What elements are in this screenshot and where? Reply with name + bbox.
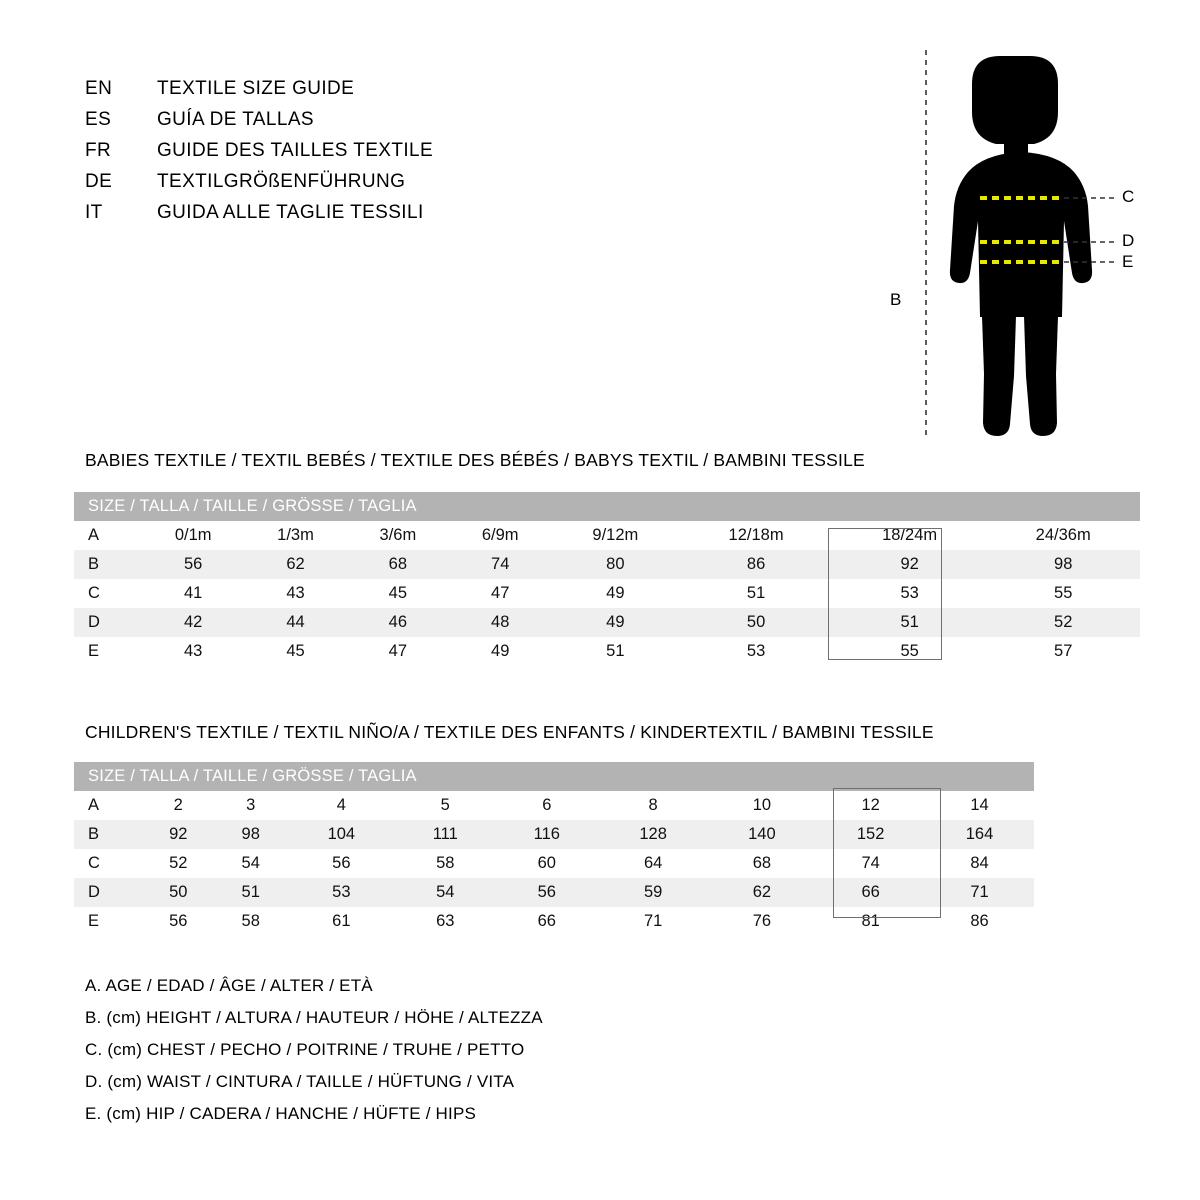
cell: 12 [816, 791, 925, 820]
cell: 51 [214, 878, 286, 907]
cell: 51 [551, 637, 679, 666]
legend-item-a: A. AGE / EDAD / ÂGE / ALTER / ETÀ [85, 976, 373, 995]
cell: 56 [287, 849, 396, 878]
children-table-header-label: SIZE / TALLA / TAILLE / GRÖSSE / TAGLIA [74, 762, 1034, 791]
language-code: EN [85, 78, 113, 99]
cell: 24/36m [986, 521, 1140, 550]
cell: 86 [679, 550, 833, 579]
children-section-caption: CHILDREN'S TEXTILE / TEXTIL NIÑO/A / TEXTILE DES ENFANTS / KINDERTEXTIL / BAMBINI TESSILE [85, 722, 934, 742]
cell: 140 [708, 820, 817, 849]
cell: 98 [986, 550, 1140, 579]
language-title: GUIDA ALLE TAGLIE TESSILI [157, 202, 424, 223]
language-code: DE [85, 171, 113, 192]
marker-b-label: B [890, 290, 902, 309]
table-row [74, 820, 1034, 849]
babies-section-caption: BABIES TEXTILE / TEXTIL BEBÉS / TEXTILE DES BÉBÉS / BABYS TEXTIL / BAMBINI TESSILE [85, 450, 865, 470]
cell: 52 [986, 608, 1140, 637]
cell: 47 [449, 579, 551, 608]
cell: 152 [816, 820, 925, 849]
table-row [74, 878, 1034, 907]
cell: 51 [679, 579, 833, 608]
legend-item-e: E. (cm) HIP / CADERA / HANCHE / HÜFTE / HIPS [85, 1104, 477, 1123]
cell: 98 [214, 820, 286, 849]
table-header [74, 762, 1034, 791]
language-title: TEXTILE SIZE GUIDE [157, 78, 355, 99]
cell: 8 [599, 791, 708, 820]
cell: 50 [142, 878, 214, 907]
babies-size-table [74, 492, 1140, 666]
cell: 45 [244, 637, 346, 666]
cell: 44 [244, 608, 346, 637]
cell: 74 [449, 550, 551, 579]
cell: 56 [142, 907, 214, 936]
cell: 58 [214, 907, 286, 936]
language-row-it [85, 202, 645, 233]
child-silhouette-icon [950, 56, 1092, 436]
cell: 55 [986, 579, 1140, 608]
cell: 63 [396, 907, 495, 936]
language-title: GUIDE DES TAILLES TEXTILE [157, 140, 434, 161]
language-row-fr [85, 140, 645, 171]
cell: 92 [833, 550, 987, 579]
cell: 86 [925, 907, 1034, 936]
cell: 66 [816, 878, 925, 907]
cell: 54 [214, 849, 286, 878]
cell: 43 [142, 637, 244, 666]
cell: 53 [287, 878, 396, 907]
cell: 76 [708, 907, 817, 936]
cell: 3 [214, 791, 286, 820]
cell: 58 [396, 849, 495, 878]
cell: 10 [708, 791, 817, 820]
cell: 104 [287, 820, 396, 849]
cell: 5 [396, 791, 495, 820]
cell: 6/9m [449, 521, 551, 550]
cell: 128 [599, 820, 708, 849]
cell: 14 [925, 791, 1034, 820]
cell: 53 [833, 579, 987, 608]
cell: 12/18m [679, 521, 833, 550]
measurement-legend [85, 976, 543, 1136]
cell: 68 [347, 550, 449, 579]
row-label: E [74, 637, 142, 666]
cell: 61 [287, 907, 396, 936]
table-header [74, 492, 1140, 521]
table-row [74, 637, 1140, 666]
language-row-de [85, 171, 645, 202]
cell: 81 [816, 907, 925, 936]
language-title: TEXTILGRÖßENFÜHRUNG [157, 171, 406, 192]
language-list [85, 78, 645, 233]
cell: 53 [679, 637, 833, 666]
cell: 56 [142, 550, 244, 579]
row-label: B [74, 550, 142, 579]
cell: 47 [347, 637, 449, 666]
language-row-es [85, 109, 645, 140]
cell: 4 [287, 791, 396, 820]
language-code: ES [85, 109, 112, 130]
body-measurement-diagram [860, 40, 1180, 450]
cell: 57 [986, 637, 1140, 666]
row-label: A [74, 791, 142, 820]
cell: 1/3m [244, 521, 346, 550]
marker-e-label: E [1122, 252, 1134, 271]
cell: 48 [449, 608, 551, 637]
cell: 50 [679, 608, 833, 637]
table-row [74, 907, 1034, 936]
legend-item-c: C. (cm) CHEST / PECHO / POITRINE / TRUHE / PETTO [85, 1040, 525, 1059]
cell: 46 [347, 608, 449, 637]
row-label: B [74, 820, 142, 849]
cell: 42 [142, 608, 244, 637]
table-row [74, 550, 1140, 579]
row-label: A [74, 521, 142, 550]
cell: 62 [244, 550, 346, 579]
cell: 49 [551, 608, 679, 637]
cell: 51 [833, 608, 987, 637]
cell: 116 [495, 820, 599, 849]
language-code: IT [85, 202, 103, 223]
cell: 66 [495, 907, 599, 936]
row-label: C [74, 579, 142, 608]
marker-d-label: D [1122, 231, 1135, 250]
row-label: D [74, 878, 142, 907]
language-title: GUÍA DE TALLAS [157, 109, 314, 130]
cell: 56 [495, 878, 599, 907]
table-row [74, 791, 1034, 820]
cell: 54 [396, 878, 495, 907]
cell: 71 [599, 907, 708, 936]
cell: 0/1m [142, 521, 244, 550]
children-size-table [74, 762, 1034, 936]
table-row [74, 579, 1140, 608]
cell: 45 [347, 579, 449, 608]
language-row-en [85, 78, 645, 109]
cell: 164 [925, 820, 1034, 849]
cell: 43 [244, 579, 346, 608]
table-row [74, 608, 1140, 637]
cell: 92 [142, 820, 214, 849]
table-row [74, 849, 1034, 878]
cell: 80 [551, 550, 679, 579]
cell: 6 [495, 791, 599, 820]
row-label: E [74, 907, 142, 936]
cell: 49 [449, 637, 551, 666]
marker-c-label: C [1122, 187, 1135, 206]
cell: 68 [708, 849, 817, 878]
row-label: C [74, 849, 142, 878]
cell: 71 [925, 878, 1034, 907]
babies-table-header-label: SIZE / TALLA / TAILLE / GRÖSSE / TAGLIA [74, 492, 1140, 521]
cell: 52 [142, 849, 214, 878]
language-code: FR [85, 140, 112, 161]
cell: 62 [708, 878, 817, 907]
row-label: D [74, 608, 142, 637]
legend-item-d: D. (cm) WAIST / CINTURA / TAILLE / HÜFTUNG / VITA [85, 1072, 515, 1091]
cell: 3/6m [347, 521, 449, 550]
cell: 9/12m [551, 521, 679, 550]
cell: 60 [495, 849, 599, 878]
cell: 2 [142, 791, 214, 820]
cell: 41 [142, 579, 244, 608]
cell: 59 [599, 878, 708, 907]
cell: 49 [551, 579, 679, 608]
cell: 84 [925, 849, 1034, 878]
cell: 111 [396, 820, 495, 849]
cell: 64 [599, 849, 708, 878]
table-row [74, 521, 1140, 550]
cell: 74 [816, 849, 925, 878]
cell: 18/24m [833, 521, 987, 550]
cell: 55 [833, 637, 987, 666]
legend-item-b: B. (cm) HEIGHT / ALTURA / HAUTEUR / HÖHE / ALTEZZA [85, 1008, 543, 1027]
